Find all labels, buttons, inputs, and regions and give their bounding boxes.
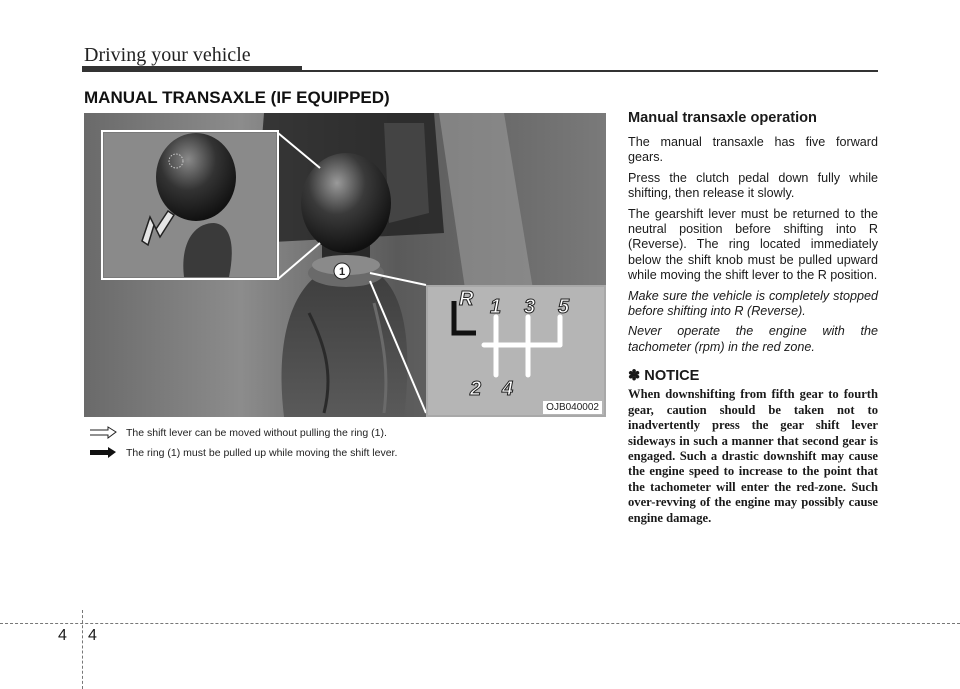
legend-text: The ring (1) must be pulled up while moving the shift lever.: [126, 447, 398, 459]
shift-pattern: [426, 285, 606, 417]
chapter-title: Driving your vehicle: [84, 44, 251, 66]
paragraph: The gearshift lever must be returned to the neutral position before shifting into R (Reverse). The ring located immediately below the shift knob must be pulled upward while moving the shift lever to the R position.: [628, 206, 878, 283]
legend-item: [88, 446, 397, 460]
gear-shift-photo: [84, 113, 606, 417]
gear-label-5: 5: [558, 296, 570, 318]
footer-rule: [0, 623, 960, 624]
page-number: 4: [88, 627, 97, 644]
gear-label-1: 1: [490, 296, 502, 318]
header-rule-thick: [82, 66, 302, 72]
outline-arrow-icon: [88, 426, 118, 440]
header-rule-thin: [302, 70, 878, 72]
caution-paragraph: Make sure the vehicle is completely stopped before shifting into R (Reverse).: [628, 288, 878, 319]
legend-item: [88, 426, 387, 440]
gear-label-r: R: [459, 288, 474, 310]
page-section-number: 4: [58, 627, 67, 644]
content-column: [628, 110, 878, 531]
figure-code: OJB040002: [543, 401, 602, 414]
figure-callout: 1: [338, 266, 346, 278]
legend-text: The shift lever can be moved without pulling the ring (1).: [126, 427, 387, 439]
gear-label-4: 4: [502, 378, 514, 400]
paragraph: Press the clutch pedal down fully while shifting, then release it slowly.: [628, 170, 878, 201]
gear-shift-figure: [84, 113, 606, 417]
section-title: MANUAL TRANSAXLE (IF EQUIPPED): [84, 88, 390, 107]
paragraph: The manual transaxle has five forward gears.: [628, 135, 878, 165]
content-heading: Manual transaxle operation: [628, 110, 817, 126]
caution-paragraph: Never operate the engine with the tachometer (rpm) in the red zone.: [628, 324, 878, 354]
solid-arrow-icon: [88, 446, 118, 460]
footer-divider: [82, 610, 83, 689]
notice-title: ✽ NOTICE: [628, 368, 700, 385]
gear-label-3: 3: [524, 296, 536, 318]
gear-label-2: 2: [470, 378, 482, 400]
notice-body: When downshifting from fifth gear to fourth gear, caution should be taken not to inadvertently press the gear shift lever sideways in such a manner that second gear is engaged. Such a drastic downshift may cause the engine speed to increase to the point that the tachometer will enter the red-zone. Such over-revving of the engine may possibly cause engine damage.: [628, 387, 878, 525]
